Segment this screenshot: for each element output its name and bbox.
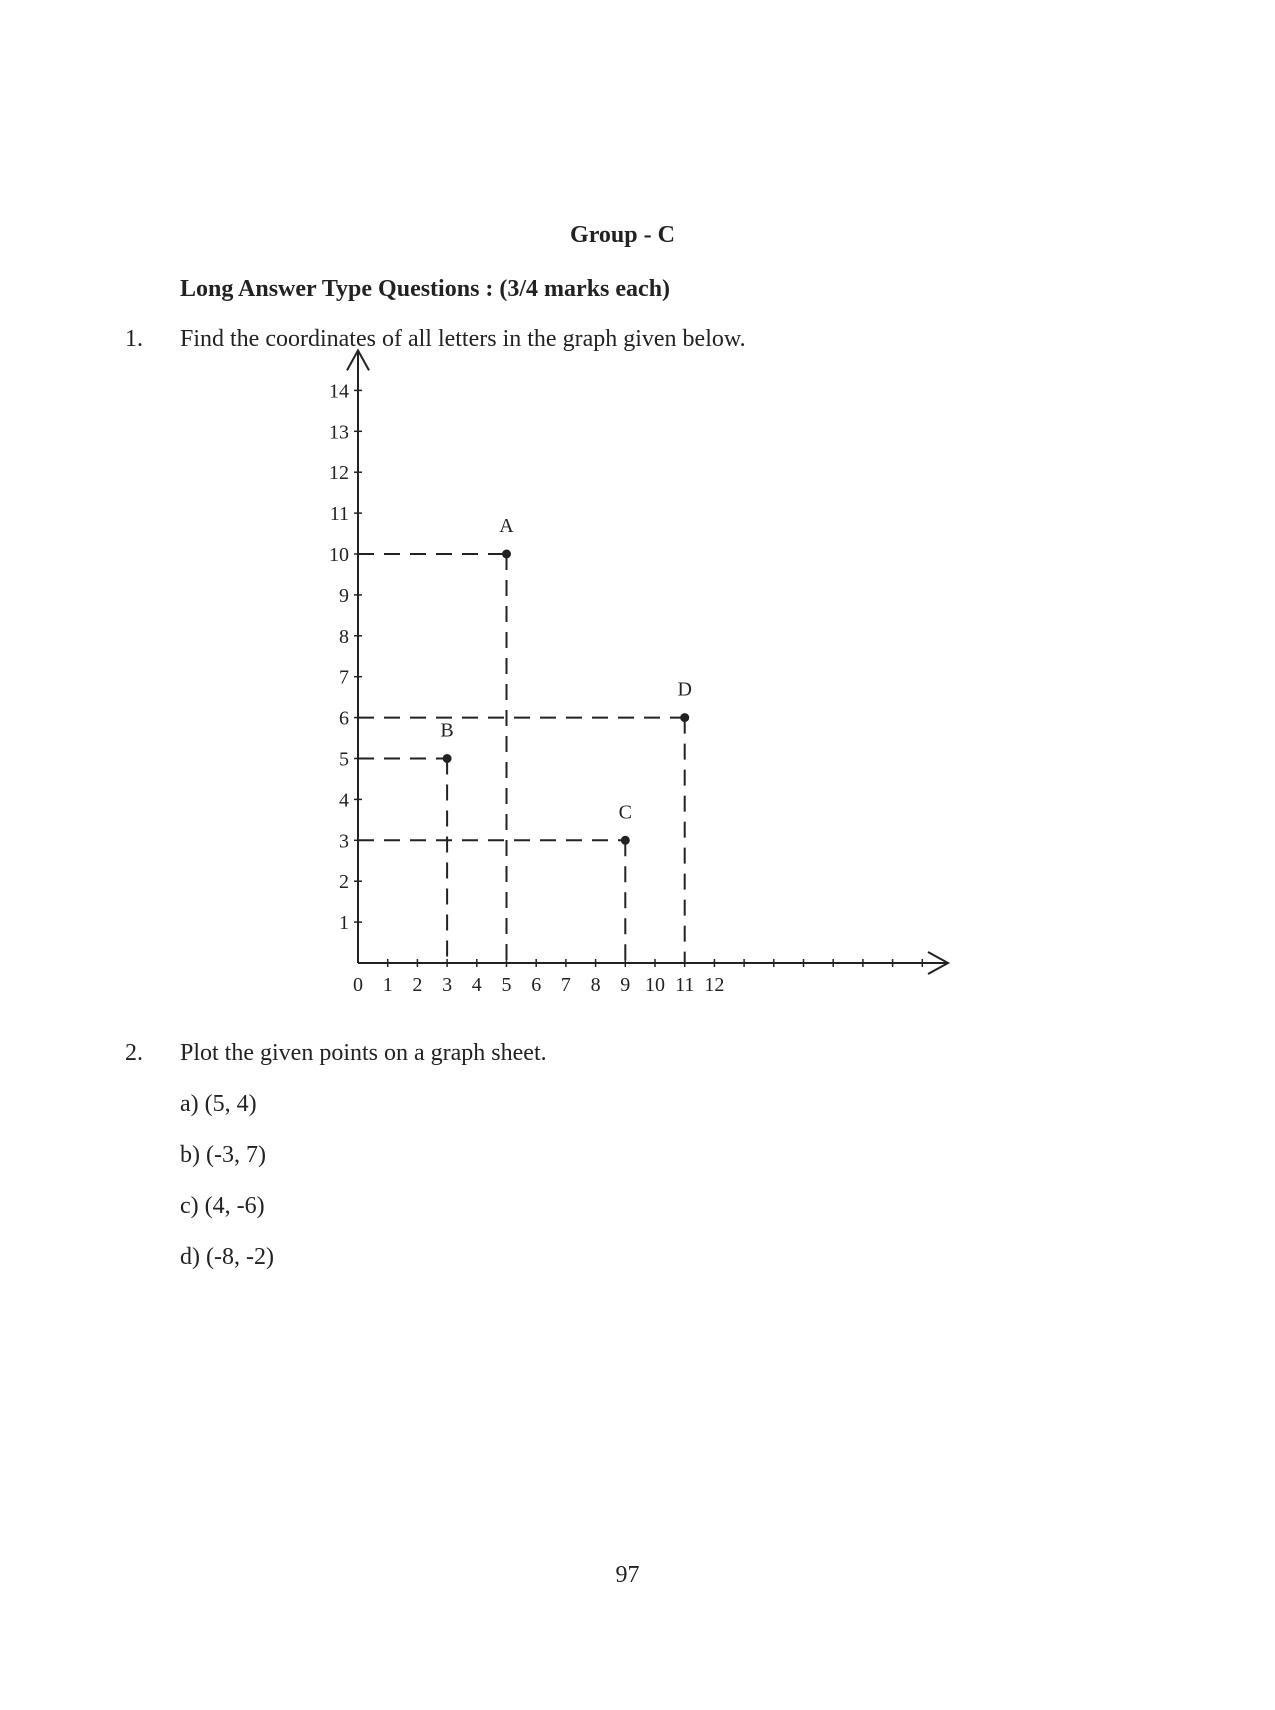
question-2-number: 2. [125, 1040, 143, 1066]
y-tick-label: 3 [339, 830, 349, 853]
x-tick-label: 4 [471, 974, 482, 996]
y-tick-label: 6 [339, 707, 349, 730]
y-tick-label: 2 [339, 871, 349, 894]
point-b [443, 754, 452, 763]
point-label-d: D [677, 678, 692, 701]
x-tick-label: 5 [501, 974, 512, 996]
x-tick-label: 2 [412, 974, 423, 996]
y-tick-label: 12 [329, 462, 349, 485]
x-tick-label: 12 [704, 974, 725, 996]
point-d [680, 713, 689, 722]
y-tick-label: 1 [339, 912, 349, 935]
question-1-number: 1. [125, 326, 143, 352]
x-tick-label: 7 [560, 974, 571, 996]
section-title: Long Answer Type Questions : (3/4 marks each) [180, 276, 671, 302]
page-number: 97 [615, 1562, 640, 1588]
point-label-a: A [499, 515, 514, 537]
y-tick-label: 14 [329, 380, 349, 403]
point-a [502, 550, 511, 559]
y-tick-label: 11 [329, 503, 349, 526]
y-tick-label: 10 [329, 544, 349, 566]
y-tick-label: 8 [339, 625, 349, 648]
x-tick-label: 8 [590, 974, 601, 996]
option-c: c) (4, -6) [180, 1193, 265, 1219]
y-tick-label: 9 [339, 584, 349, 607]
x-tick-label: 10 [645, 974, 665, 996]
point-label-c: C [618, 801, 632, 824]
option-b: b) (-3, 7) [180, 1142, 266, 1168]
y-tick-label: 4 [339, 789, 349, 812]
group-title: Group - C [570, 222, 675, 248]
point-c [621, 836, 630, 845]
option-a: a) (5, 4) [180, 1091, 257, 1117]
option-d: d) (-8, -2) [180, 1244, 274, 1270]
point-label-b: B [440, 719, 454, 742]
question-1-text: Find the coordinates of all letters in the graph given below. [180, 326, 746, 352]
x-tick-label: 9 [620, 974, 631, 996]
x-tick-label: 3 [442, 974, 453, 996]
x-tick-label: 11 [675, 974, 695, 996]
x-tick-label: 1 [382, 974, 393, 996]
question-2-text: Plot the given points on a graph sheet. [180, 1040, 547, 1066]
x-tick-label: 6 [531, 974, 542, 996]
y-tick-label: 13 [329, 421, 349, 444]
y-tick-label: 7 [339, 666, 349, 689]
x-tick-label: 0 [353, 974, 363, 996]
y-tick-label: 5 [339, 748, 349, 771]
